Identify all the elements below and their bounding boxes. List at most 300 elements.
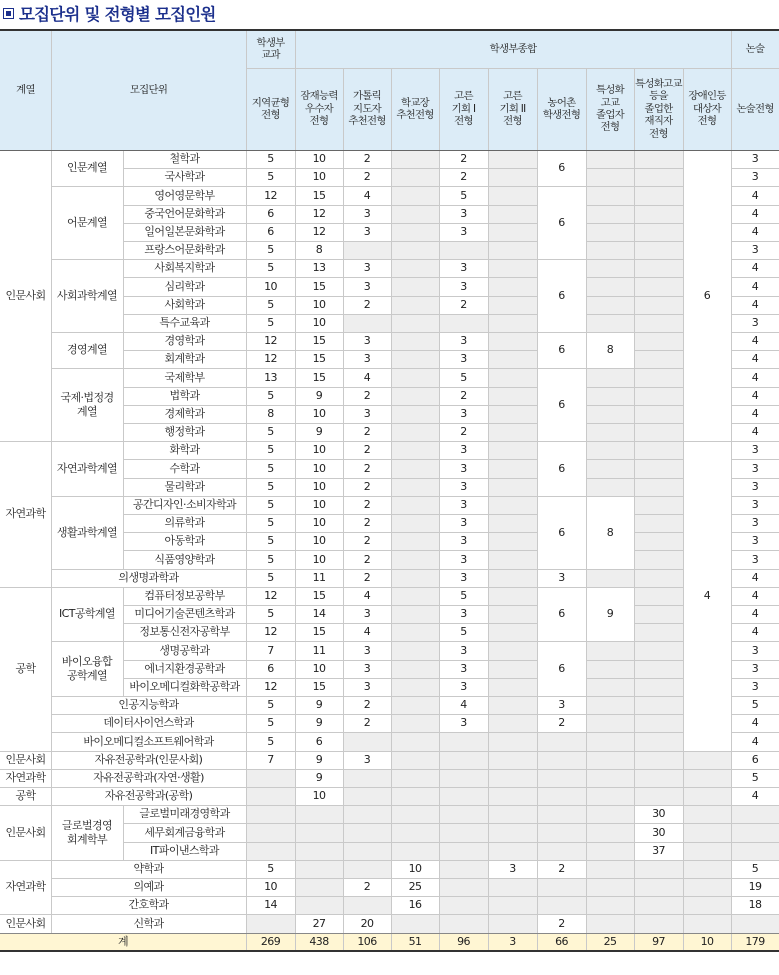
data-cell	[488, 205, 537, 223]
grid-line	[488, 605, 537, 606]
data-cell	[343, 860, 391, 878]
unit-cell: 자유전공학과(자연·생활)	[93, 771, 204, 785]
grid-line	[123, 314, 124, 332]
grid-line	[439, 296, 488, 297]
grid-line	[634, 496, 683, 497]
grid-line	[731, 350, 779, 351]
total-cell: 25	[586, 933, 634, 951]
data-cell: 3	[460, 207, 467, 221]
grid-line	[634, 277, 683, 278]
unit-cell: 심리학과	[164, 279, 205, 293]
data-cell	[488, 641, 537, 660]
grid-line	[123, 514, 246, 515]
grid-line	[586, 186, 634, 187]
data-cell	[488, 277, 537, 296]
data-cell	[634, 332, 683, 350]
grid-line	[488, 186, 537, 187]
data-cell	[391, 696, 439, 714]
grid-line	[731, 459, 779, 460]
grid-line	[731, 878, 779, 879]
grid-line	[246, 332, 295, 333]
data-cell: 3	[751, 552, 759, 566]
col-header-type-5: 고른 기회 I 전형	[439, 68, 488, 150]
grid-line	[537, 805, 586, 806]
grid-line	[488, 168, 537, 169]
grid-line	[634, 732, 683, 733]
data-cell	[634, 605, 683, 623]
grid-line	[488, 441, 537, 442]
unit-cell: 자유전공학과(인문사회)	[94, 753, 203, 767]
data-cell	[634, 168, 683, 186]
merged-data-cell: 9	[606, 607, 614, 621]
grid-line	[295, 459, 343, 460]
unit-cell: 영어영문학부	[154, 188, 215, 202]
data-cell	[391, 550, 439, 569]
grid-line	[537, 587, 586, 588]
data-cell	[488, 478, 537, 496]
grid-line	[586, 496, 634, 497]
data-cell: 10	[312, 152, 326, 166]
grid-line	[439, 696, 488, 697]
grid-line	[488, 332, 537, 333]
grid-line	[123, 587, 124, 605]
data-cell	[488, 896, 537, 914]
data-cell: 5	[267, 552, 274, 566]
unit-cell: 공간디자인·소비자학과	[132, 498, 237, 512]
grid-line	[731, 532, 779, 533]
grid-line	[391, 332, 439, 333]
grid-line	[634, 914, 683, 915]
data-cell	[488, 368, 537, 387]
data-cell: 15	[312, 334, 326, 348]
grid-line	[488, 823, 537, 824]
grid-line	[634, 550, 683, 551]
data-cell: 19	[748, 880, 762, 894]
data-cell	[439, 314, 488, 332]
data-cell: 4	[751, 407, 759, 421]
grid-line	[295, 896, 343, 897]
grid-line	[246, 569, 295, 570]
data-cell: 4	[751, 261, 759, 275]
total-cell: 97	[634, 933, 683, 951]
grid-line	[123, 842, 124, 860]
unit-cell: 철학과	[169, 152, 200, 166]
total-cell: 106	[343, 933, 391, 951]
grid-line	[123, 550, 124, 569]
grid-line	[634, 805, 683, 806]
grid-line	[295, 805, 343, 806]
grid-line	[343, 259, 391, 260]
grid-line	[246, 860, 295, 861]
grid-line	[537, 823, 586, 824]
grid-line	[246, 714, 295, 715]
grid-line	[439, 914, 488, 915]
grid-line	[295, 387, 343, 388]
col-header-nonsul: 논술	[731, 30, 779, 68]
grid-line	[343, 368, 391, 369]
group-cell: 자연과학	[5, 880, 46, 894]
data-cell	[683, 787, 731, 805]
grid-line	[634, 350, 683, 351]
data-cell	[439, 751, 488, 769]
grid-line	[537, 496, 586, 497]
data-cell: 10	[312, 461, 326, 475]
data-cell: 20	[360, 916, 374, 930]
grid-line	[634, 68, 635, 951]
data-cell	[537, 732, 586, 751]
grid-line	[488, 751, 537, 752]
data-cell: 2	[460, 170, 467, 184]
data-cell: 2	[363, 698, 371, 712]
data-cell	[488, 842, 537, 860]
grid-line	[391, 896, 439, 897]
grid-line	[343, 732, 391, 733]
data-cell: 5	[267, 498, 274, 512]
data-cell	[488, 514, 537, 532]
data-cell: 2	[363, 880, 371, 894]
grid-line	[343, 823, 391, 824]
data-cell: 3	[460, 680, 467, 694]
grid-line	[634, 660, 683, 661]
data-cell: 3	[460, 407, 467, 421]
unit-cell: 법학과	[169, 389, 200, 403]
grid-line	[295, 223, 343, 224]
grid-line	[246, 314, 295, 315]
grid-line	[391, 878, 439, 879]
grid-line	[123, 223, 246, 224]
grid-line	[123, 186, 124, 205]
grid-line	[123, 805, 124, 823]
category-cell: ICT공학계열	[59, 607, 115, 621]
data-cell	[488, 532, 537, 550]
grid-line	[295, 605, 343, 606]
unit-cell: 일어일본문화학과	[144, 225, 225, 239]
data-cell: 3	[363, 225, 371, 239]
grid-line	[683, 751, 731, 752]
unit-cell: 데이터사이언스학과	[103, 716, 194, 730]
grid-line	[586, 696, 634, 697]
grid-line	[586, 787, 634, 788]
data-cell: 10	[408, 862, 422, 876]
data-cell	[439, 878, 488, 896]
grid-line	[634, 587, 683, 588]
grid-line	[391, 423, 439, 424]
data-cell	[634, 569, 683, 587]
grid-line	[634, 441, 683, 442]
data-cell: 2	[363, 389, 371, 403]
merged-data-cell: 6	[558, 607, 565, 621]
unit-cell: 바이오메디컬화학공학과	[129, 680, 240, 694]
grid-line	[51, 769, 246, 770]
grid-line	[343, 350, 391, 351]
grid-line	[0, 787, 51, 788]
data-cell	[586, 296, 634, 314]
data-cell	[731, 914, 779, 933]
data-cell: 9	[315, 389, 323, 403]
grid-line	[537, 68, 538, 951]
data-cell: 5	[267, 152, 274, 166]
grid-line	[634, 823, 683, 824]
data-cell: 4	[751, 734, 759, 748]
grid-line	[0, 950, 779, 952]
grid-line	[634, 878, 683, 879]
grid-line	[439, 805, 488, 806]
grid-line	[295, 751, 343, 752]
page-title-text: 모집단위 및 전형별 모집인원	[19, 5, 216, 24]
data-cell: 3	[751, 534, 759, 548]
grid-line	[731, 732, 779, 733]
grid-line	[439, 660, 488, 661]
data-cell	[391, 350, 439, 368]
data-cell	[586, 387, 634, 405]
data-cell: 3	[460, 279, 467, 293]
data-cell	[488, 496, 537, 514]
data-cell	[488, 769, 537, 787]
grid-line	[391, 751, 439, 752]
data-cell: 3	[460, 443, 467, 457]
data-cell: 5	[267, 243, 274, 257]
data-cell	[634, 587, 683, 605]
merged-data-cell: 6	[558, 661, 565, 675]
col-header-type-9: 특성화고교 등을 졸업한 재직자 전형	[634, 68, 683, 150]
merged-data-cell: 6	[558, 525, 565, 539]
grid-line	[343, 478, 391, 479]
grid-line	[295, 678, 343, 679]
grid-line	[488, 787, 537, 788]
grid-line	[343, 423, 391, 424]
grid-line	[586, 478, 634, 479]
data-cell	[391, 241, 439, 259]
data-cell	[634, 696, 683, 714]
grid-line	[123, 660, 246, 661]
data-cell: 2	[460, 425, 467, 439]
group-cell: 자연과학	[5, 771, 46, 785]
grid-line	[731, 678, 779, 679]
data-cell: 3	[460, 461, 467, 475]
grid-line	[51, 587, 246, 588]
grid-line	[439, 168, 488, 169]
grid-line	[123, 405, 124, 423]
data-cell: 15	[312, 188, 326, 202]
data-cell	[488, 387, 537, 405]
grid-line	[731, 605, 779, 606]
grid-line	[123, 459, 124, 478]
unit-cell: 신학과	[133, 916, 164, 930]
grid-line	[123, 496, 124, 514]
data-cell: 3	[460, 334, 467, 348]
grid-line	[295, 823, 343, 824]
grid-line	[295, 259, 343, 260]
grid-line	[246, 277, 295, 278]
data-cell	[634, 205, 683, 223]
grid-line	[537, 732, 586, 733]
data-cell	[343, 842, 391, 860]
data-cell	[439, 860, 488, 878]
data-cell: 2	[363, 152, 371, 166]
data-cell	[634, 150, 683, 168]
grid-line	[123, 296, 124, 314]
category-cell: 어문계열	[66, 215, 108, 229]
grid-line	[51, 751, 246, 752]
data-cell	[488, 459, 537, 478]
grid-line	[391, 68, 392, 951]
col-header-type-8: 특성화 고교 졸업자 전형	[586, 68, 634, 150]
unit-cell: 미디어기술콘텐츠학과	[134, 607, 235, 621]
grid-line	[123, 478, 124, 496]
grid-line	[343, 332, 391, 333]
data-cell: 3	[363, 207, 371, 221]
data-cell: 5	[267, 698, 274, 712]
data-cell: 10	[312, 170, 326, 184]
data-cell: 11	[312, 571, 326, 585]
data-cell	[391, 205, 439, 223]
data-cell	[731, 842, 779, 860]
grid-line	[0, 29, 779, 31]
data-cell: 2	[363, 716, 371, 730]
grid-line	[391, 223, 439, 224]
unit-cell: 사회복지학과	[154, 261, 215, 275]
grid-line	[586, 914, 634, 915]
grid-line	[51, 186, 246, 187]
grid-line	[343, 496, 391, 497]
grid-line	[537, 714, 586, 715]
grid-line	[295, 623, 343, 624]
grid-line	[391, 860, 439, 861]
grid-line	[391, 368, 439, 369]
grid-line	[634, 860, 683, 861]
grid-line	[246, 459, 295, 460]
data-cell: 5	[460, 589, 467, 603]
data-cell	[683, 769, 731, 787]
data-cell: 3	[751, 680, 759, 694]
grid-line	[683, 68, 684, 951]
grid-line	[586, 751, 634, 752]
data-cell	[586, 441, 634, 459]
data-cell: 15	[312, 370, 326, 384]
data-cell	[488, 587, 537, 605]
data-cell	[488, 787, 537, 805]
grid-line	[488, 478, 537, 479]
data-cell	[343, 241, 391, 259]
grid-line	[391, 496, 439, 497]
grid-line	[731, 660, 779, 661]
grid-line	[439, 714, 488, 715]
grid-line	[246, 623, 295, 624]
grid-line	[51, 441, 246, 442]
unit-cell: 식품영양학과	[154, 552, 215, 566]
data-cell	[391, 623, 439, 641]
data-cell: 30	[652, 825, 665, 839]
grid-line	[439, 787, 488, 788]
data-cell: 5	[267, 170, 274, 184]
grid-line	[343, 878, 391, 879]
data-cell: 9	[315, 753, 323, 767]
grid-line	[439, 223, 488, 224]
total-cell: 438	[295, 933, 343, 951]
grid-line	[123, 423, 246, 424]
grid-line	[439, 478, 488, 479]
data-cell	[295, 823, 343, 842]
grid-line	[488, 569, 537, 570]
grid-line	[51, 914, 246, 915]
data-cell: 2	[363, 480, 371, 494]
grid-line	[488, 914, 537, 915]
grid-line	[488, 205, 537, 206]
grid-line	[586, 277, 634, 278]
grid-line	[731, 569, 779, 570]
data-cell: 12	[264, 352, 277, 366]
grid-line	[295, 714, 343, 715]
data-cell	[391, 660, 439, 678]
grid-line	[123, 478, 246, 479]
data-cell	[586, 569, 634, 587]
grid-line	[391, 623, 439, 624]
grid-line	[343, 605, 391, 606]
data-cell	[295, 842, 343, 860]
grid-line	[343, 241, 391, 242]
grid-line	[391, 241, 439, 242]
data-cell	[586, 150, 634, 168]
data-cell	[586, 478, 634, 496]
grid-line	[123, 532, 124, 550]
grid-line	[295, 441, 343, 442]
data-cell	[586, 714, 634, 732]
grid-line	[731, 441, 779, 442]
grid-line	[439, 332, 488, 333]
grid-line	[439, 514, 488, 515]
merged-data-cell: 6	[558, 161, 565, 175]
unit-cell: 특수교육과	[159, 316, 210, 330]
grid-line	[246, 842, 295, 843]
grid-line	[731, 787, 779, 788]
grid-line	[488, 714, 537, 715]
data-cell: 4	[751, 279, 759, 293]
col-header-type-3: 가톨릭 지도자 추천전형	[343, 68, 391, 150]
unit-cell: 세무회계금융학과	[144, 825, 225, 839]
grid-line	[343, 532, 391, 533]
data-cell: 3	[460, 607, 467, 621]
grid-line	[537, 896, 586, 897]
data-cell: 3	[363, 643, 371, 657]
data-cell: 4	[751, 571, 759, 585]
grid-line	[246, 496, 295, 497]
grid-line	[683, 878, 731, 879]
data-cell	[634, 860, 683, 878]
data-cell	[391, 441, 439, 459]
grid-line	[0, 587, 51, 588]
data-cell	[488, 296, 537, 314]
data-cell: 2	[363, 571, 371, 585]
data-cell: 6	[267, 662, 274, 676]
grid-line	[731, 259, 779, 260]
merged-data-cell: 6	[703, 288, 711, 302]
data-cell	[488, 914, 537, 933]
data-cell: 3	[460, 662, 467, 676]
grid-line	[488, 423, 537, 424]
data-cell: 9	[315, 771, 323, 785]
data-cell: 12	[264, 589, 277, 603]
grid-line	[246, 223, 295, 224]
data-cell: 18	[748, 898, 762, 912]
data-cell	[391, 605, 439, 623]
data-cell: 5	[267, 316, 274, 330]
grid-line	[439, 241, 488, 242]
grid-line	[123, 623, 124, 641]
grid-line	[634, 514, 683, 515]
col-header-type-11: 논술전형	[731, 68, 779, 150]
grid-line	[51, 860, 246, 861]
group-cell: 공학	[15, 789, 36, 803]
